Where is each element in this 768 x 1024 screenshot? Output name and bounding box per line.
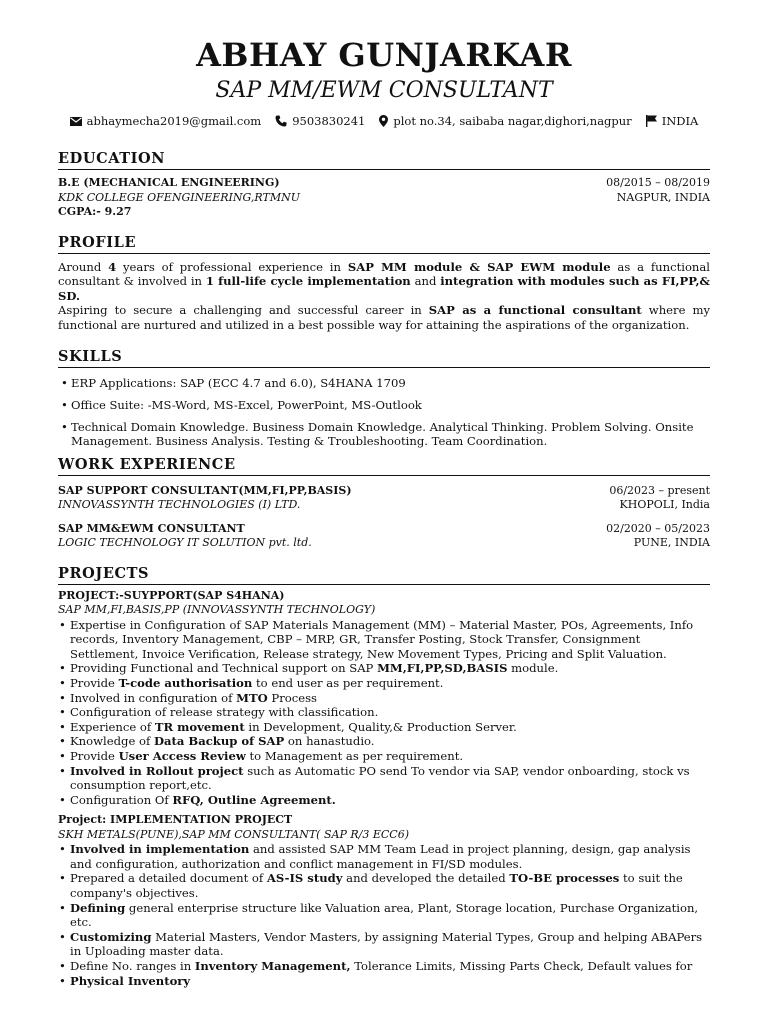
project-subtitle: SAP MM,FI,BASIS,PP (INNOVASSYNTH TECHNOLOGY) (58, 603, 376, 617)
contact-email[interactable] (70, 113, 262, 129)
job-company: LOGIC TECHNOLOGY IT SOLUTION pvt. ltd. (58, 536, 312, 550)
project-subtitle: SKH METALS(PUNE),SAP MM CONSULTANT( SAP R/3 ECC6) (58, 827, 409, 841)
college: KDK COLLEGE OFENGINEERING,RTMNU (58, 190, 300, 204)
work-section (58, 456, 710, 551)
contact-phone[interactable] (275, 113, 365, 129)
project-title: PROJECT:-SUYPPORT(SAP S4HANA) (58, 588, 285, 602)
list-item: • Configuration Of RFQ, Outline Agreement. (58, 793, 710, 808)
address-text: plot no.34, saibaba nagar,dighori,nagpur (393, 114, 632, 128)
list-item: • Defining general enterprise structure like Valuation area, Plant, Storage location, Purchase Organization, etc. (58, 901, 710, 930)
list-item: • Define No. ranges in Inventory Management, Tolerance Limits, Missing Parts Check, Default values for (58, 959, 710, 974)
degree: B.E (MECHANICAL ENGINEERING) (58, 176, 280, 189)
list-item: • Involved in configuration of MTO Process (58, 691, 710, 706)
profile-heading: PROFILE (58, 234, 710, 254)
list-item: • Providing Functional and Technical support on SAP MM,FI,PP,SD,BASIS module. (58, 661, 710, 676)
education-location: NAGPUR, INDIA (616, 190, 710, 204)
projects-section (58, 565, 710, 988)
contact-address (379, 113, 631, 129)
flag-icon (646, 115, 657, 127)
envelope-icon (70, 117, 82, 126)
candidate-name: ABHAY GUNJARKAR (196, 36, 572, 74)
work-heading: WORK EXPERIENCE (58, 456, 710, 476)
list-item: • Involved in Rollout project such as Automatic PO send To vendor via SAP, vendor onboarding, stock vs consumption report,etc. (58, 764, 710, 793)
list-item: • Expertise in Configuration of SAP Materials Management (MM) – Material Master, POs, Agreements, Info records, Inventory Management, CBP – MRP, GR, Transfer Posting, Stock Transfer, Consignment Settlement, Invoice Verification, Release strategy, New Movement Types, Pricing and Split Valuation. (58, 618, 710, 662)
profile-section (58, 234, 710, 333)
job-location: KHOPOLI, India (619, 498, 710, 512)
job-role: SAP SUPPORT CONSULTANT(MM,FI,PP,BASIS) (58, 483, 352, 497)
project-title: Project: IMPLEMENTATION PROJECT (58, 813, 293, 827)
list-item: • Office Suite: -MS-Word, MS-Excel, PowerPoint, MS-Outlook (58, 398, 710, 413)
candidate-title: SAP MM/EWM CONSULTANT (215, 78, 553, 103)
list-item: • Technical Domain Knowledge. Business Domain Knowledge. Analytical Thinking. Problem Solving. Onsite Management. Business Analysis. Testing & Troubleshooting. Team Coordination. (58, 420, 710, 449)
list-item: • Configuration of release strategy with classification. (58, 705, 710, 720)
project-entry (58, 589, 710, 808)
list-item: • Provide User Access Review to Management as per requirement. (58, 749, 710, 764)
location-pin-icon (379, 115, 388, 127)
projects-heading: PROJECTS (58, 565, 710, 585)
phone-icon (275, 115, 287, 127)
job-entry (58, 522, 710, 551)
education-heading: EDUCATION (58, 150, 710, 170)
list-item: • Physical Inventory (58, 974, 710, 989)
skills-section (58, 348, 710, 448)
skills-heading: SKILLS (58, 348, 710, 368)
list-item: • Customizing Material Masters, Vendor Masters, by assigning Material Types, Group and helping ABAPers in Uploading master data. (58, 930, 710, 959)
cgpa: CGPA:- 9.27 (58, 205, 132, 218)
job-dates: 06/2023 – present (609, 483, 710, 497)
education-entry (58, 176, 710, 220)
skills-list (58, 376, 710, 448)
phone-text: 9503830241 (292, 114, 366, 128)
job-dates: 02/2020 – 05/2023 (606, 521, 710, 535)
email-text: abhaymecha2019@gmail.com (86, 114, 262, 128)
education-dates: 08/2015 – 08/2019 (606, 176, 710, 189)
country-text: INDIA (661, 114, 699, 128)
project-bullets (58, 618, 710, 808)
profile-paragraph-2: Aspiring to secure a challenging and successful career in SAP as a functional consultant where my functional are nurtured and utilized in a best possible way for attaining the aspirations of the organization. (58, 303, 710, 332)
job-company: INNOVASSYNTH TECHNOLOGIES (I) LTD. (58, 498, 301, 512)
list-item: • Knowledge of Data Backup of SAP on hanastudio. (58, 734, 710, 749)
contact-bar (58, 113, 710, 129)
project-bullets (58, 842, 710, 988)
job-role: SAP MM&EWM CONSULTANT (58, 521, 245, 535)
list-item: • Experience of TR movement in Development, Quality,& Production Server. (58, 720, 710, 735)
job-location: PUNE, INDIA (633, 536, 710, 550)
profile-paragraph-1: Around 4 years of professional experience in SAP MM module & SAP EWM module as a functional consultant & involved in 1 full-life cycle implementation and integration with modules such as FI,PP,& SD. (58, 259, 711, 303)
contact-country (646, 113, 699, 129)
list-item: • Involved in implementation and assisted SAP MM Team Lead in project planning, design, gap analysis and configuration, authorization and conflict management in FI/SD modules. (58, 842, 710, 871)
list-item: • Prepared a detailed document of AS-IS study and developed the detailed TO-BE processes to suit the company's objectives. (58, 871, 710, 900)
list-item: • Provide T-code authorisation to end user as per requirement. (58, 676, 710, 691)
project-entry (58, 813, 710, 988)
education-section (58, 150, 710, 220)
resume-page (58, 34, 710, 988)
list-item: • ERP Applications: SAP (ECC 4.7 and 6.0), S4HANA 1709 (58, 376, 710, 391)
job-entry (58, 484, 710, 513)
